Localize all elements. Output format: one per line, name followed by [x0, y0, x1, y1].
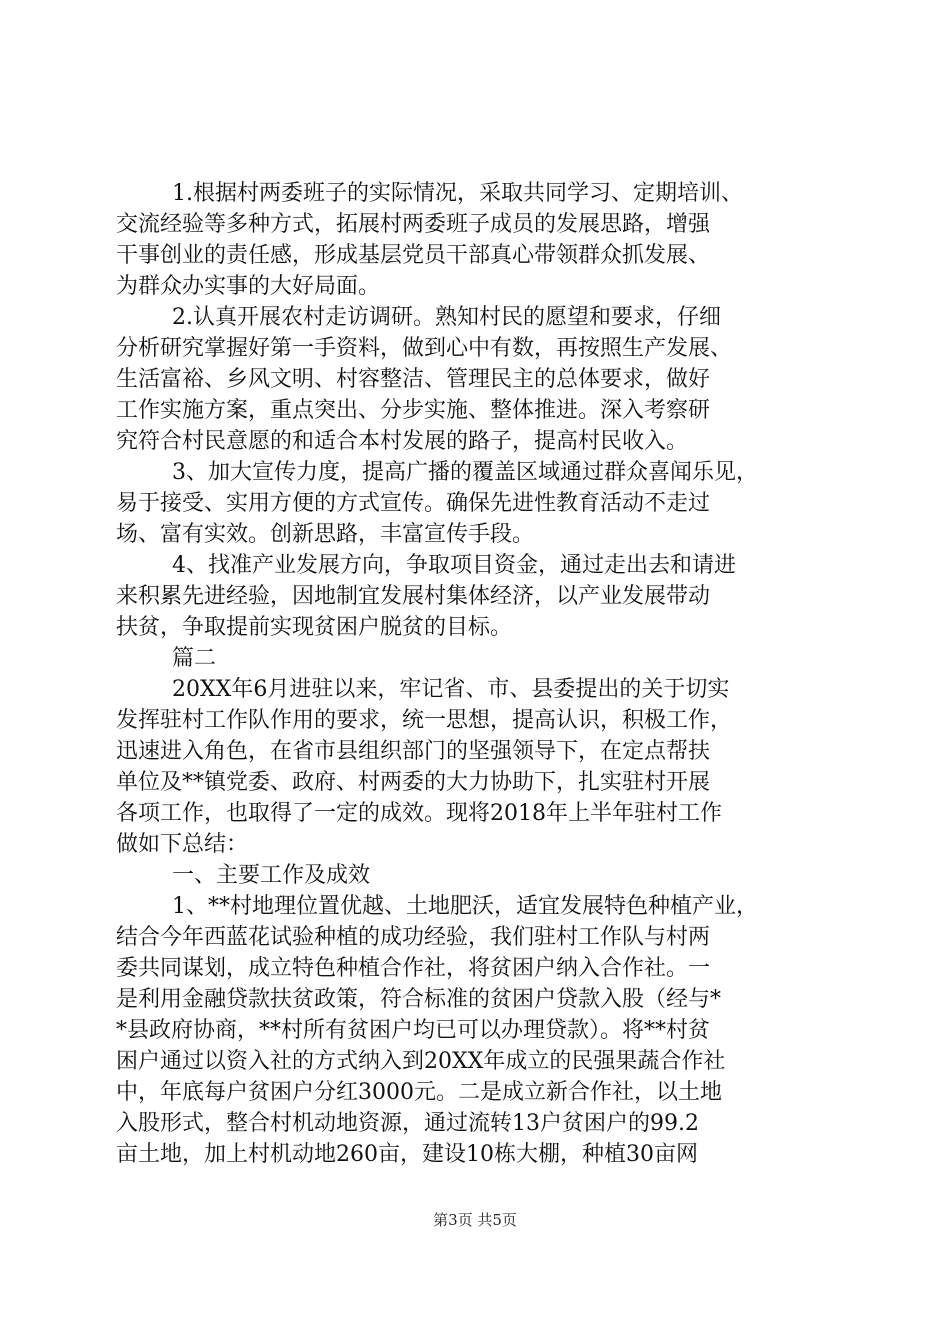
text-line: 交流经验等多种方式，拓展村两委班子成员的发展思路，增强 [116, 212, 711, 237]
text-line: 入股形式，整合村机动地资源，通过流转13户贫困户的99.2 [116, 1111, 699, 1136]
text-line: 扶贫，争取提前实现贫困户脱贫的目标。 [116, 615, 513, 640]
text-line: *县政府协商，**村所有贫困户均已可以办理贷款）。将**村贫 [116, 1018, 711, 1043]
text-line: 干事创业的责任感，形成基层党员干部真心带领群众抓发展、 [116, 243, 711, 268]
text-line: 工作实施方案，重点突出、分步实施、整体推进。深入考察研 [116, 398, 711, 423]
text-line: 生活富裕、乡风文明、村容整洁、管理民主的总体要求，做好 [116, 367, 711, 392]
text-line: 做如下总结： [116, 832, 249, 857]
text-line: 20XX年6月进驻以来，牢记省、市、县委提出的关于切实 [172, 677, 730, 702]
text-line: 4、找准产业发展方向，争取项目资金，通过走出去和请进 [172, 553, 736, 578]
text-line: 篇二 [172, 646, 217, 671]
text-line: 发挥驻村工作队作用的要求，统一思想，提高认识，积极工作， [116, 708, 733, 733]
text-line: 一、主要工作及成效 [172, 863, 371, 888]
text-line: 迅速进入角色，在省市县组织部门的坚强领导下，在定点帮扶 [116, 739, 711, 764]
text-line: 为群众办实事的大好局面。 [116, 274, 381, 299]
text-line: 亩土地，加上村机动地260亩，建设10栋大棚，种植30亩网 [116, 1142, 698, 1167]
text-line: 场、富有实效。创新思路，丰富宣传手段。 [116, 522, 535, 547]
text-line: 分析研究掌握好第一手资料，做到心中有数，再按照生产发展、 [116, 336, 733, 361]
text-line: 2.认真开展农村走访调研。熟知村民的愿望和要求，仔细 [172, 305, 721, 330]
text-line: 单位及**镇党委、政府、村两委的大力协助下，扎实驻村开展 [116, 770, 711, 795]
text-line: 是利用金融贷款扶贫政策，符合标准的贫困户贷款入股（经与* [116, 987, 722, 1012]
text-line: 委共同谋划，成立特色种植合作社，将贫困户纳入合作社。一 [116, 956, 711, 981]
text-line: 各项工作，也取得了一定的成效。现将2018年上半年驻村工作 [116, 801, 722, 826]
text-line: 1、**村地理位置优越、土地肥沃，适宜发展特色种植产业， [172, 894, 758, 919]
page-footer: 第3页 共5页 [433, 1211, 517, 1229]
document-body [116, 178, 836, 1170]
text-line: 1.根据村两委班子的实际情况，采取共同学习、定期培训、 [172, 181, 743, 206]
text-line: 结合今年西蓝花试验种植的成功经验，我们驻村工作队与村两 [116, 925, 711, 950]
text-line: 究符合村民意愿的和适合本村发展的路子，提高村民收入。 [116, 429, 689, 454]
text-line: 3、加大宣传力度，提高广播的覆盖区域通过群众喜闻乐见， [172, 460, 758, 485]
text-line: 困户通过以资入社的方式纳入到20XX年成立的民强果蔬合作社 [116, 1049, 726, 1074]
text-line: 易于接受、实用方便的方式宣传。确保先进性教育活动不走过 [116, 491, 711, 516]
text-line: 中，年底每户贫困户分红3000元。二是成立新合作社，以土地 [116, 1080, 722, 1105]
text-line: 来积累先进经验，因地制宜发展村集体经济，以产业发展带动 [116, 584, 711, 609]
